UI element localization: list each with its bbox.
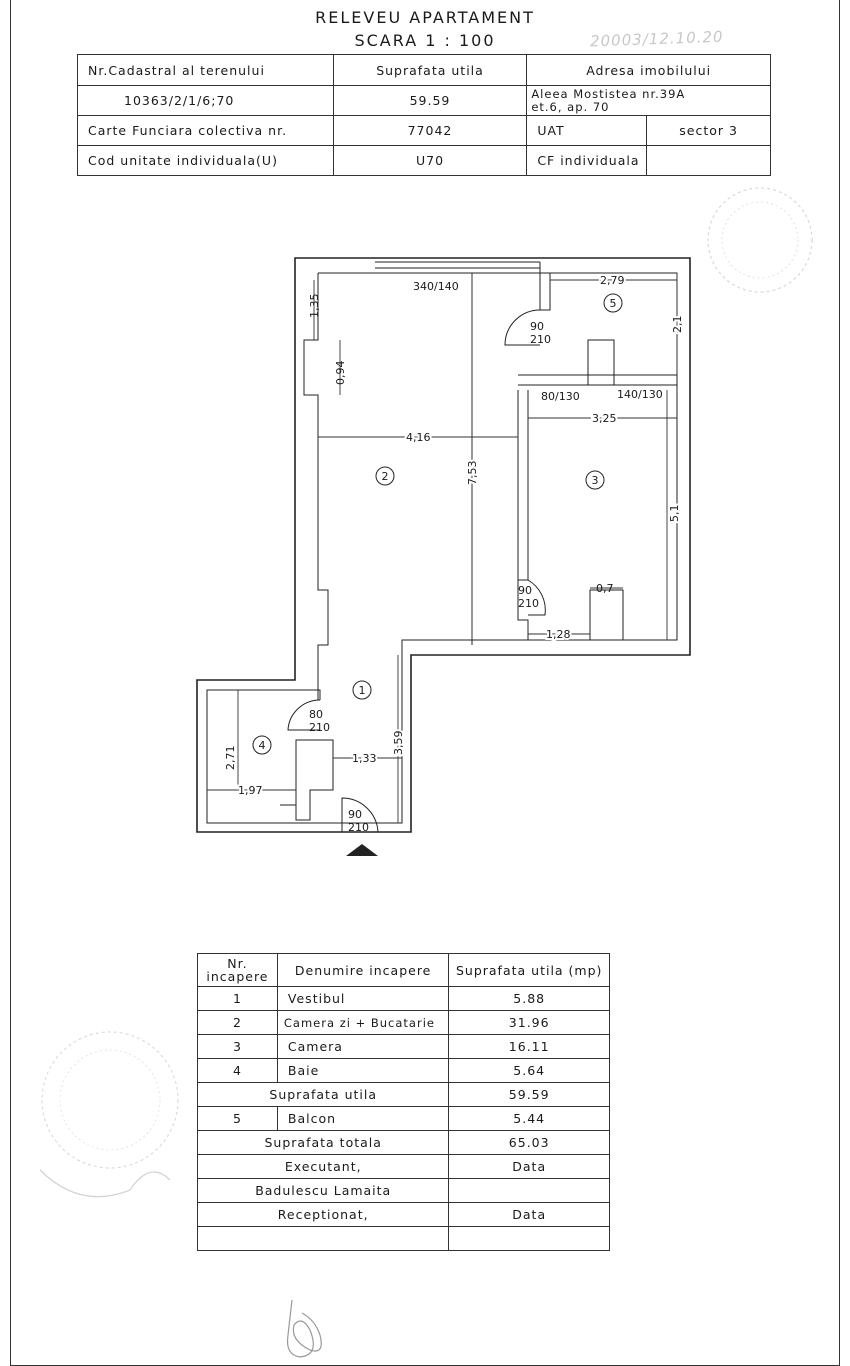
rooms-surface-table [197,953,610,1251]
unit-code-value: U70 [333,146,527,176]
door-entrance-width: 90 [348,808,362,821]
dim-1-97: 1,97 [238,784,263,797]
total-surface-row [198,1131,610,1155]
balcony-name: Balcon [277,1107,449,1131]
executant-date: Data [449,1155,610,1179]
balcony-pillar [588,340,614,385]
room-number-1: 1 [358,684,366,697]
row-nr: 2 [198,1011,278,1035]
cadastral-label: Nr.Cadastral al terenului [78,55,334,86]
row-area: 5.64 [449,1059,610,1083]
door-room3-height: 210 [518,597,539,610]
executant-label: Executant, [198,1155,449,1179]
uat-label: UAT [527,116,647,146]
executant-name: Badulescu Lamaita [198,1179,449,1203]
dim-0-7: 0,7 [596,582,614,595]
inner-wall [207,273,677,823]
balcony-nr: 5 [198,1107,278,1131]
address-label: Adresa imobilului [527,55,771,86]
executant-date-value [449,1179,610,1203]
dim-140-130: 140/130 [617,388,663,401]
empty-row [198,1227,610,1251]
receptionat-row [198,1203,610,1227]
row-nr: 3 [198,1035,278,1059]
dim-1-35: 1,35 [308,293,321,318]
room-number-3: 3 [591,474,599,487]
door-bath-height: 210 [309,721,330,734]
dim-1-33: 1,33 [352,752,377,765]
executant-name-row [198,1179,610,1203]
signature-mark [280,1295,340,1365]
row-name: Vestibul [277,987,449,1011]
bath-top-wall [298,690,320,700]
address-line-2: et.6, ap. 70 [531,99,610,114]
document-scale: SCARA 1 : 100 [354,31,496,50]
receptionat-date: Data [449,1203,610,1227]
room-number-2: 2 [381,470,389,483]
row-nr: 1 [198,987,278,1011]
door-balcony-height: 210 [530,333,551,346]
dim-7-53: 7,53 [466,460,479,485]
row-name: Camera zi + Bucatarie [277,1011,449,1035]
useful-surface-value: 59.59 [449,1083,610,1107]
table-row [198,1035,610,1059]
dim-340-140: 340/140 [413,280,459,293]
door-balcony-width: 90 [530,320,544,333]
header-room-name: Denumire incapere [277,954,449,987]
table-row [198,1059,610,1083]
dim-0-94: 0,94 [334,360,347,385]
executant-row [198,1155,610,1179]
cf-collective-value: 77042 [333,116,527,146]
bath-shaft [296,740,333,820]
row-area: 16.11 [449,1035,610,1059]
balcony-wall-left [540,262,550,310]
door-entrance-height: 210 [348,821,369,834]
door-room3-width: 90 [518,584,532,597]
total-surface-value: 65.03 [449,1131,610,1155]
uat-value: sector 3 [647,116,771,146]
dim-3-59: 3,59 [392,730,405,755]
dim-4-16: 4,16 [406,431,431,444]
header-room-nr: Nr. incapere [198,954,278,987]
entrance-arrow-icon [346,844,378,856]
handwritten-registration-number: 20003/12.10.20 [589,27,724,51]
balcony-row [198,1107,610,1131]
empty-cell [449,1227,610,1251]
row-name: Baie [277,1059,449,1083]
dim-80-130: 80/130 [541,390,580,403]
left-wall-steps [304,273,328,700]
surface-value: 59.59 [333,86,527,116]
row-area: 5.88 [449,987,610,1011]
cadastral-value: 10363/2/1/6;70 [78,86,334,116]
dim-5-1: 5,1 [668,504,681,522]
dim-1-28: 1,28 [546,628,571,641]
cf-individual-label: CF individuala [527,146,647,176]
balcony-area: 5.44 [449,1107,610,1131]
document-title: RELEVEU APARTAMENT [315,8,535,27]
dim-2-71: 2,71 [224,745,237,770]
empty-cell [198,1227,449,1251]
door-bath-width: 80 [309,708,323,721]
useful-surface-label: Suprafata utila [198,1083,449,1107]
row-name: Camera [277,1035,449,1059]
table-row [198,1011,610,1035]
room-number-5: 5 [609,297,617,310]
header-room-area: Suprafata utila (mp) [449,954,610,987]
dim-2-79: 2,79 [600,274,625,287]
unit-code-label: Cod unitate individuala(U) [78,146,334,176]
room3-niche [590,590,623,640]
address-line-1: Aleea Mostistea nr.39A [531,86,686,101]
table-row [198,987,610,1011]
surface-label: Suprafata utila [333,55,527,86]
dim-2-1: 2,1 [671,315,684,333]
total-surface-label: Suprafata totala [198,1131,449,1155]
dim-3-25: 3,25 [592,412,617,425]
row-nr: 4 [198,1059,278,1083]
room-number-4: 4 [258,739,266,752]
useful-surface-row [198,1083,610,1107]
cf-collective-label: Carte Funciara colectiva nr. [78,116,334,146]
receptionat-label: Receptionat, [198,1203,449,1227]
faint-stamp-left [20,1020,200,1220]
row-area: 31.96 [449,1011,610,1035]
